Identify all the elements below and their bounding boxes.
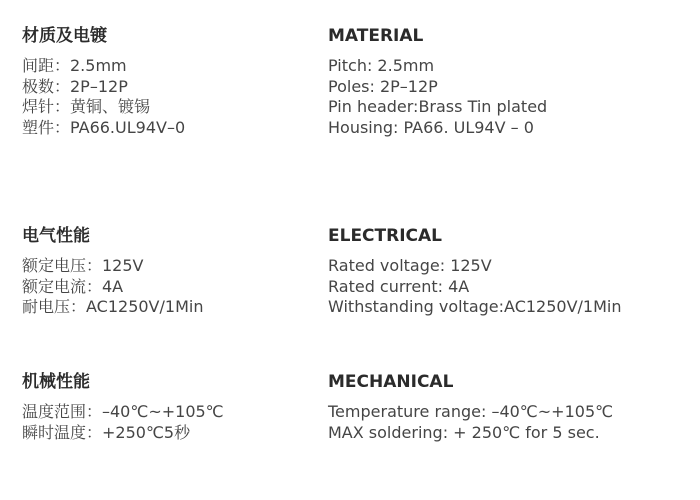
cn-pin-line: 焊针：黄铜、镀锡 — [22, 97, 151, 116]
en-poles-line: Poles: 2P–12P — [328, 76, 438, 96]
en-mechanical-section — [328, 370, 688, 443]
cn-poles-line: 极数：2P–12P — [22, 76, 128, 96]
en-electrical-section — [328, 224, 688, 318]
cn-withstanding-voltage-line: 耐电压：AC1250V/1Min — [22, 297, 204, 316]
cn-material-heading: 材质及电镀 — [22, 26, 107, 46]
en-material-section — [328, 24, 688, 138]
en-pitch-line: Pitch: 2.5mm — [328, 56, 435, 75]
en-rated-current-line: Rated current: 4A — [328, 276, 470, 296]
cn-mechanical-section — [22, 370, 312, 443]
en-temperature-range-line: Temperature range: –40℃~+105℃ — [328, 402, 614, 421]
en-rated-voltage-line: Rated voltage: 125V — [328, 256, 492, 275]
cn-temperature-range-line: 温度范围：–40℃~+105℃ — [22, 402, 224, 421]
cn-mechanical-heading: 机械性能 — [22, 372, 90, 392]
en-mechanical-heading: MECHANICAL — [328, 372, 454, 392]
en-pin-header-line: Pin header:Brass Tin plated — [328, 97, 548, 116]
cn-electrical-section — [22, 224, 312, 318]
en-withstanding-voltage-line: Withstanding voltage:AC1250V/1Min — [328, 297, 622, 316]
cn-rated-voltage-line: 额定电压：125V — [22, 256, 144, 275]
cn-pitch-line: 间距：2.5mm — [22, 56, 127, 75]
cn-housing-line: 塑件：PA66.UL94V–0 — [22, 117, 186, 137]
cn-rated-current-line: 额定电流：4A — [22, 276, 124, 296]
cn-electrical-heading: 电气性能 — [22, 226, 90, 246]
en-material-heading: MATERIAL — [328, 26, 424, 46]
en-soldering-line: MAX soldering: + 250℃ for 5 sec. — [328, 422, 600, 442]
en-electrical-heading: ELECTRICAL — [328, 226, 443, 246]
cn-material-section — [22, 24, 312, 138]
en-housing-line: Housing: PA66. UL94V – 0 — [328, 117, 534, 137]
cn-soldering-line: 瞬时温度：+250℃5秒 — [22, 422, 191, 442]
